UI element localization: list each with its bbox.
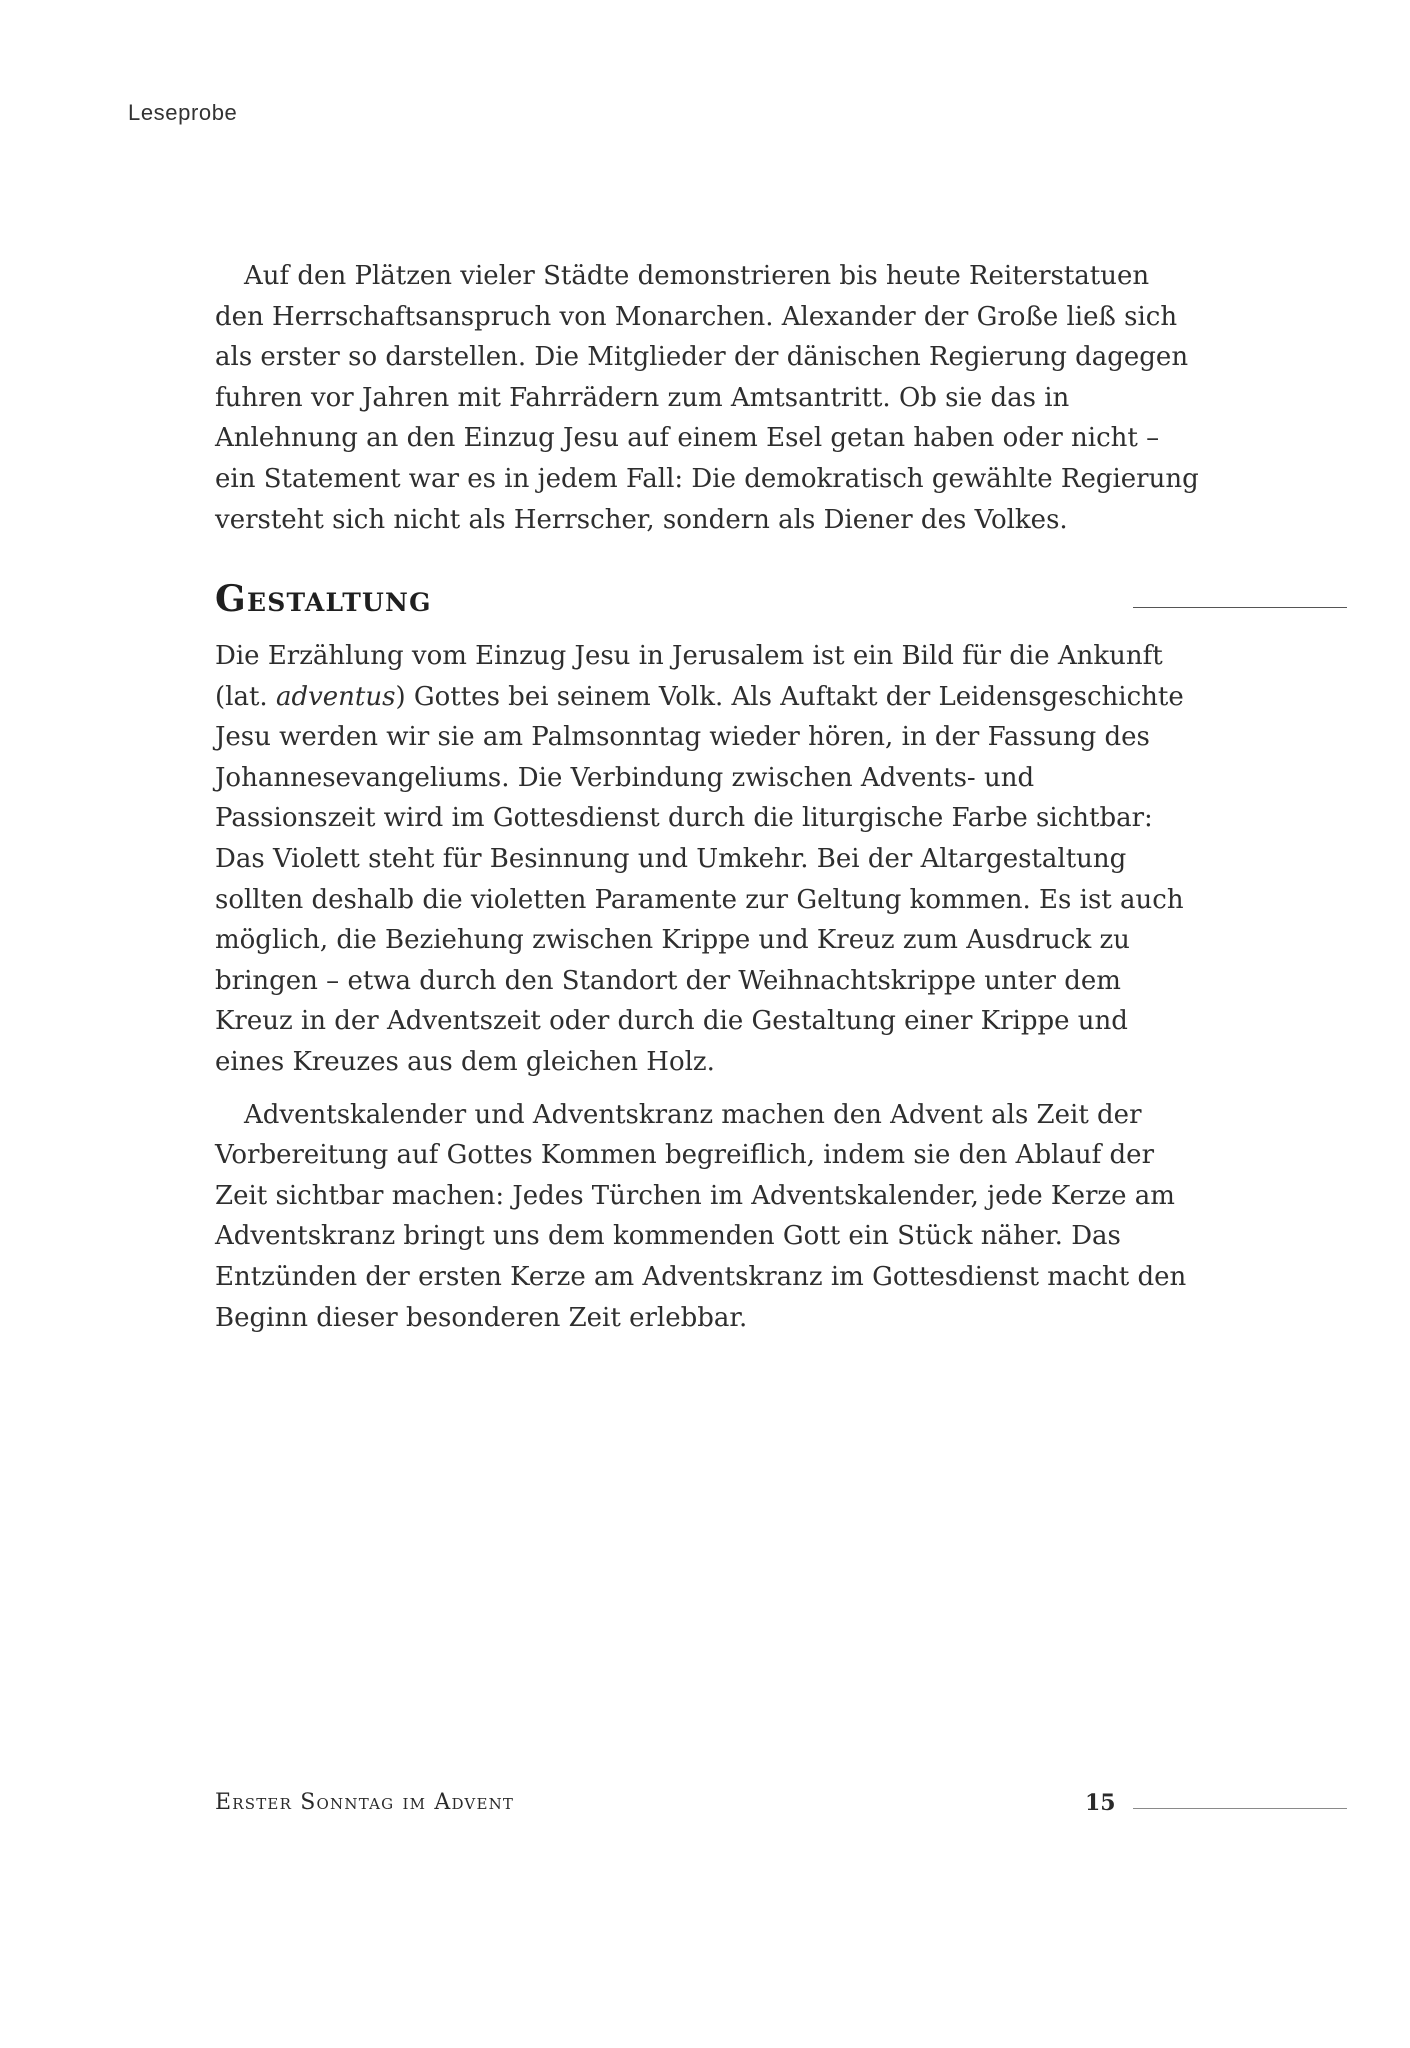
intro-line: den Herrschaftsanspruch von Monarchen. Alexander der Große ließ sich <box>215 301 1178 332</box>
paragraph-line: Das Violett steht für Besinnung und Umkehr. Bei der Altargestaltung <box>215 843 1127 874</box>
paragraph-line: Jesu werden wir sie am Palmsonntag wieder hören, in der Fassung des <box>215 722 1150 753</box>
footer-rule <box>1133 1808 1347 1809</box>
text-run: (lat. <box>215 681 276 712</box>
text-run: ) Gottes bei seinem Volk. Als Auftakt der Leidensgeschichte <box>395 681 1184 712</box>
page-number: 15 <box>1085 1790 1116 1816</box>
section-heading: Gestaltung <box>215 578 432 620</box>
paragraph-gap <box>215 1083 1115 1095</box>
paragraph-line: eines Kreuzes aus dem gleichen Holz. <box>215 1046 715 1077</box>
heading-rule <box>1133 607 1347 608</box>
paragraph-line: sollten deshalb die violetten Paramente zur Geltung kommen. Es ist auch <box>215 884 1184 915</box>
paragraph-line: Johannesevangeliums. Die Verbindung zwischen Advents- und <box>215 762 1035 793</box>
section-paragraph-2 <box>215 1095 1187 1339</box>
italic-term: adventus <box>275 681 396 712</box>
section-paragraph-1 <box>215 636 1184 1083</box>
intro-line: versteht sich nicht als Herrscher, sondern als Diener des Volkes. <box>215 504 1068 535</box>
intro-line: fuhren vor Jahren mit Fahrrädern zum Amtsantritt. Ob sie das in <box>215 382 1070 413</box>
intro-line: Auf den Plätzen vieler Städte demonstrieren bis heute Reiterstatuen <box>244 261 1150 291</box>
intro-line: Anlehnung an den Einzug Jesu auf einem Esel getan haben oder nicht – <box>215 423 1160 454</box>
paragraph-line: Die Erzählung vom Einzug Jesu in Jerusalem ist ein Bild für die Ankunft <box>215 641 1163 671</box>
paragraph-line: Adventskranz bringt uns dem kommenden Gott ein Stück näher. Das <box>215 1221 1121 1252</box>
footer-chapter-title: Erster Sonntag im Advent <box>215 1790 515 1815</box>
paragraph-line: Vorbereitung auf Gottes Kommen begreiflich, indem sie den Ablauf der <box>215 1140 1154 1171</box>
paragraph-line: Kreuz in der Adventszeit oder durch die Gestaltung einer Krippe und <box>215 1006 1128 1037</box>
intro-line: ein Statement war es in jedem Fall: Die demokratisch gewählte Regierung <box>215 463 1199 494</box>
paragraph-line: Beginn dieser besonderen Zeit erlebbar. <box>215 1302 748 1333</box>
paragraph-line <box>215 677 1184 718</box>
intro-line: als erster so darstellen. Die Mitglieder der dänischen Regierung dagegen <box>215 342 1189 373</box>
paragraph-line: Passionszeit wird im Gottesdienst durch die liturgische Farbe sichtbar: <box>215 803 1153 834</box>
paragraph-line: Zeit sichtbar machen: Jedes Türchen im Adventskalender, jede Kerze am <box>215 1180 1175 1211</box>
intro-paragraph <box>215 256 1199 540</box>
section-body <box>215 636 1187 1338</box>
paragraph-line: Adventskalender und Adventskranz machen den Advent als Zeit der <box>244 1099 1142 1130</box>
paragraph-line: möglich, die Beziehung zwischen Krippe und Kreuz zum Ausdruck zu <box>215 925 1130 956</box>
paragraph-line: bringen – etwa durch den Standort der Weihnachtskrippe unter dem <box>215 965 1121 996</box>
paragraph-line: Entzünden der ersten Kerze am Adventskranz im Gottesdienst macht den <box>215 1261 1187 1292</box>
header-label: Leseprobe <box>128 100 238 125</box>
